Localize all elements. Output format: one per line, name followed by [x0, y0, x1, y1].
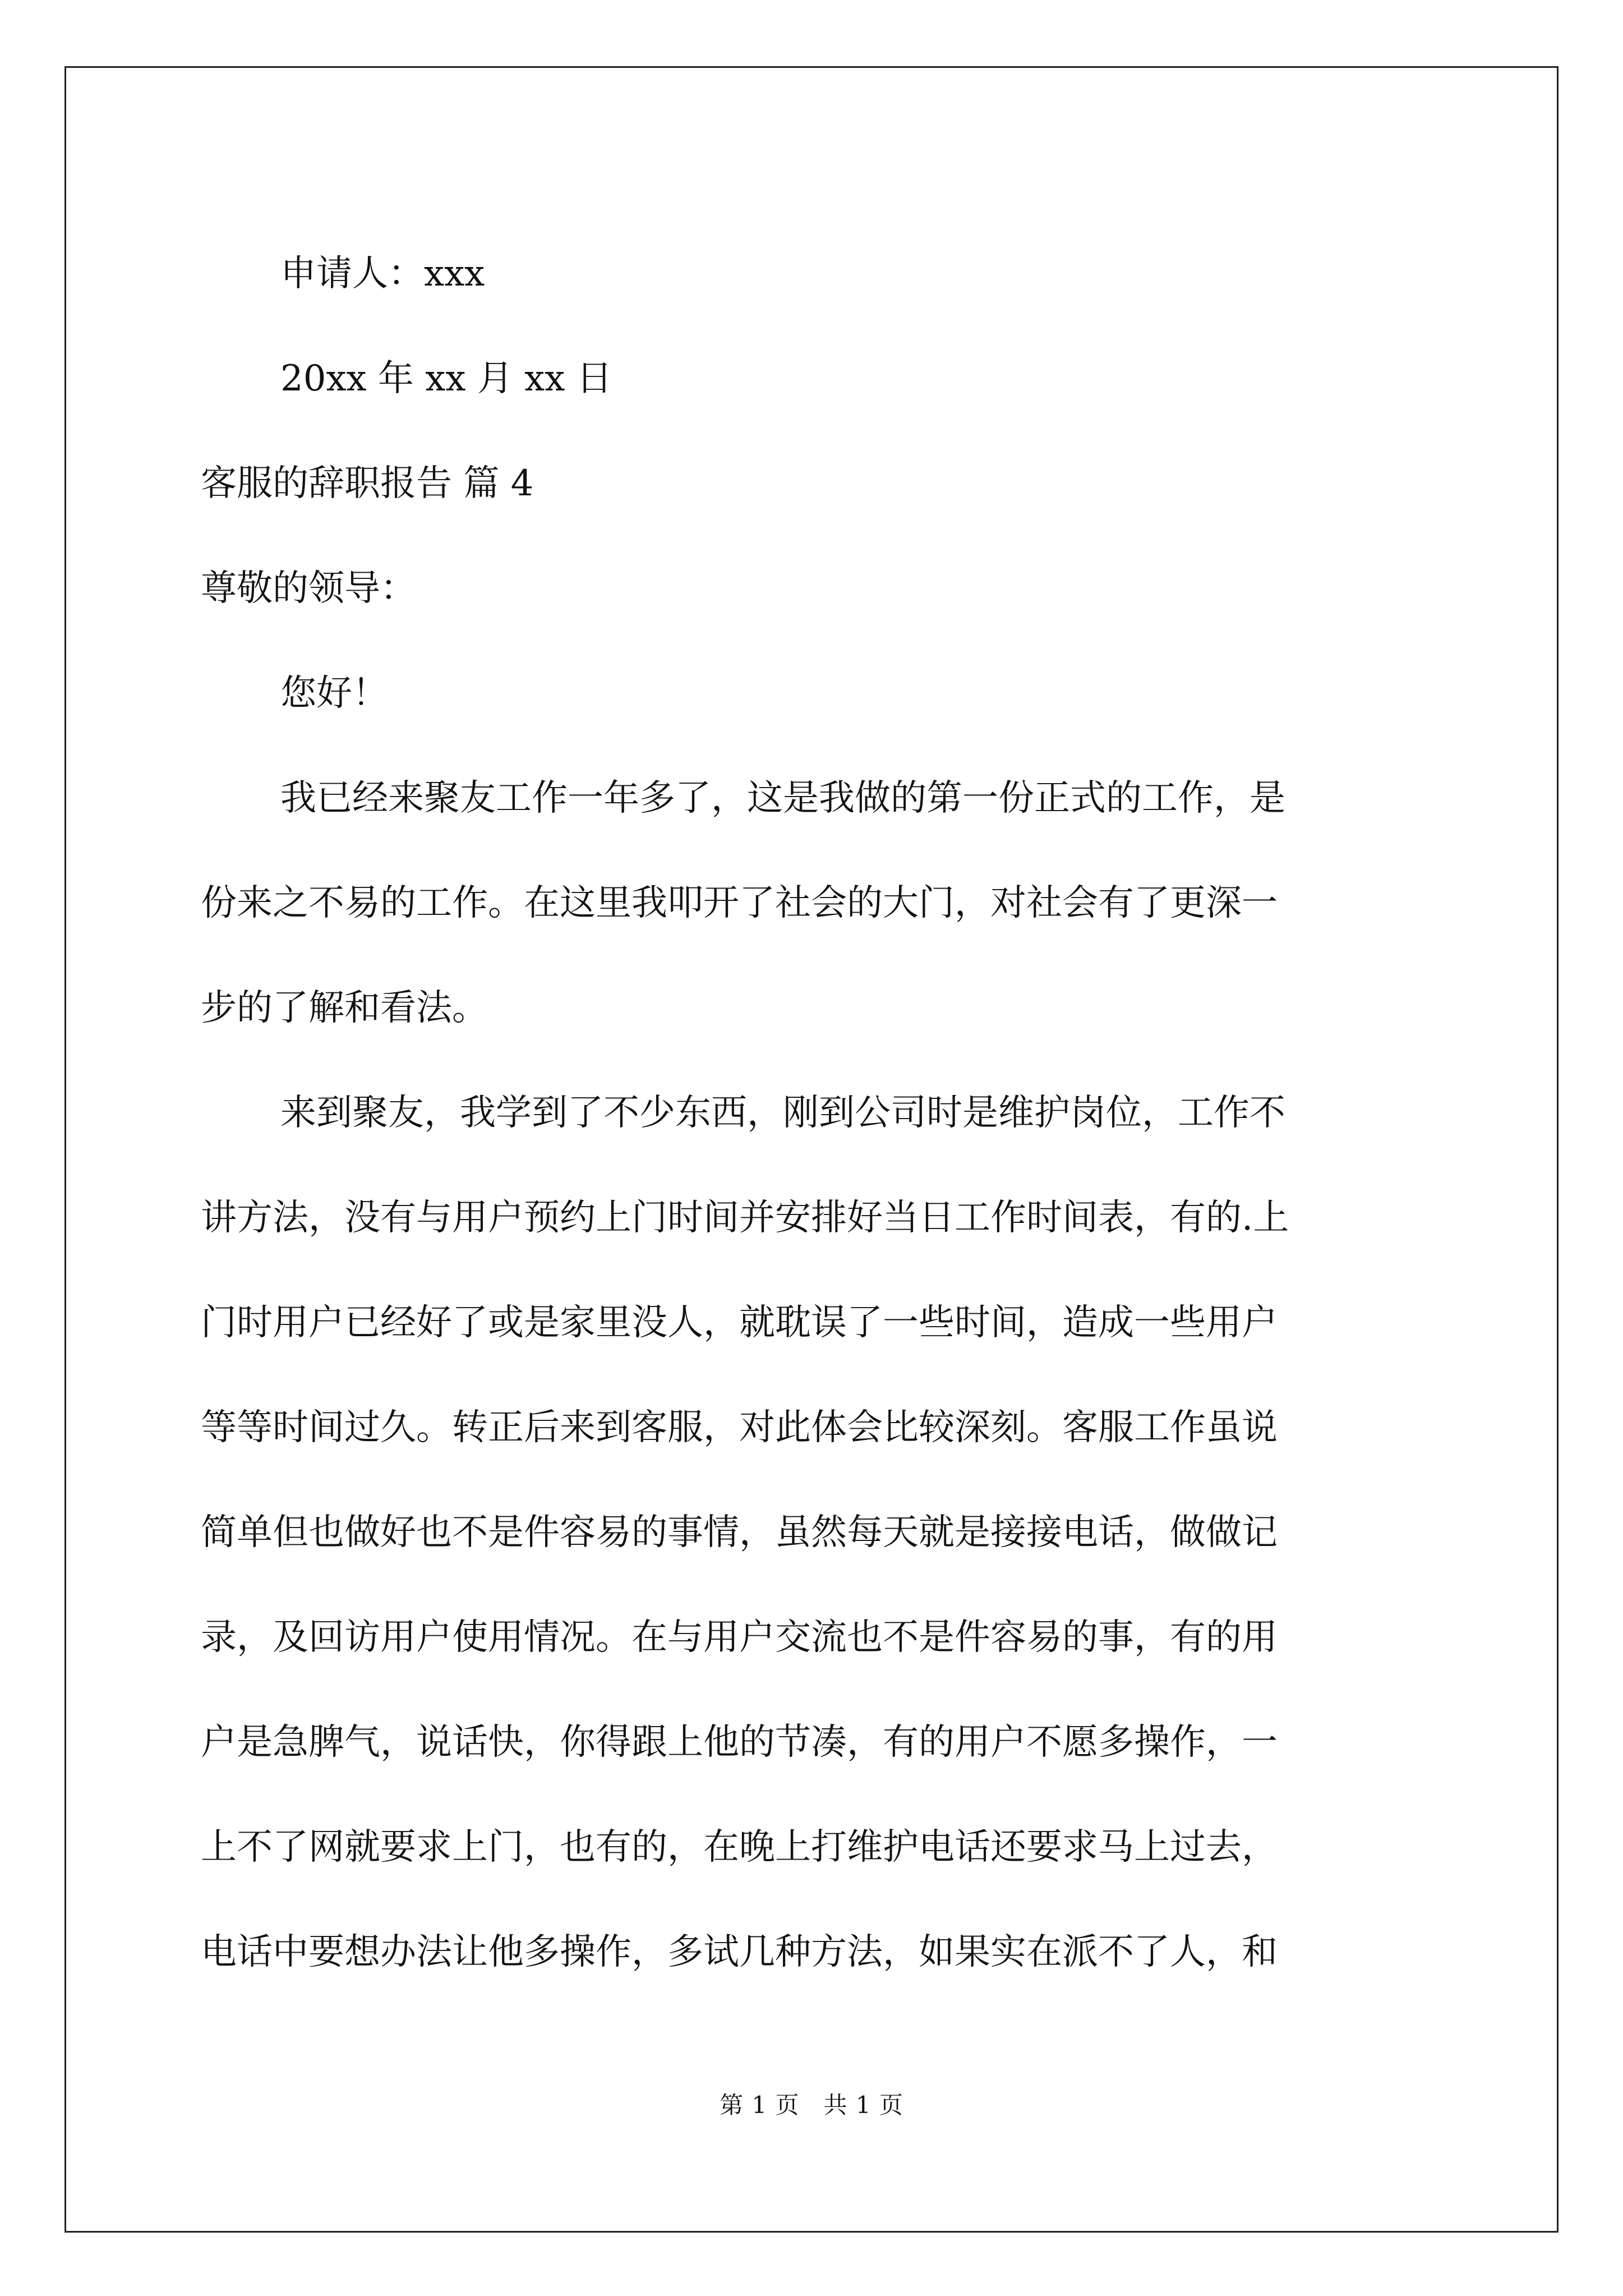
paragraph-2-line-6: 录，及回访用户使用情况。在与用户交流也不是件容易的事，有的用: [201, 1617, 1278, 1658]
paragraph-1-line-3: 步的了解和看法。: [201, 987, 488, 1029]
paragraph-2-line-9: 电话中要想办法让他多操作，多试几种方法，如果实在派不了人，和: [201, 1931, 1278, 1973]
applicant-line: 申请人：xxx: [280, 253, 485, 295]
page-footer: 第 1 页 共 1 页: [720, 2091, 903, 2119]
paragraph-2-line-3: 门时用户已经好了或是家里没人，就耽误了一些时间，造成一些用户: [201, 1302, 1278, 1343]
paragraph-2-line-7: 户是急脾气，说话快，你得跟上他的节凑，有的用户不愿多操作，一: [201, 1722, 1278, 1763]
paragraph-2-line-5: 简单但也做好也不是件容易的事情，虽然每天就是接接电话，做做记: [201, 1512, 1278, 1553]
paragraph-1-line-1: 我已经来聚友工作一年多了，这是我做的第一份正式的工作，是: [280, 777, 1285, 819]
document-body: [201, 222, 1435, 2005]
paragraph-2: [201, 1061, 1435, 2005]
greeting: 您好！: [280, 673, 388, 714]
paragraph-2-line-4: 等等时间过久。转正后来到客服，对此体会比较深刻。客服工作虽说: [201, 1407, 1278, 1448]
paragraph-2-line-2: 讲方法，没有与用户预约上门时间并安排好当日工作时间表，有的.上: [201, 1197, 1289, 1239]
paragraph-2-line-1: 来到聚友，我学到了不少东西，刚到公司时是维护岗位，工作不: [280, 1092, 1285, 1134]
date-line: 20xx 年 xx 月 xx 日: [280, 358, 612, 399]
paragraph-1-line-2: 份来之不易的工作。在这里我叩开了社会的大门，对社会有了更深一: [201, 882, 1278, 924]
paragraph-1: [201, 746, 1435, 1061]
section-title: 客服的辞职报告 篇 4: [201, 463, 534, 504]
salutation: 尊敬的领导：: [201, 568, 416, 609]
paragraph-2-line-8: 上不了网就要求上门，也有的，在晚上打维护电话还要求马上过去，: [201, 1826, 1278, 1868]
